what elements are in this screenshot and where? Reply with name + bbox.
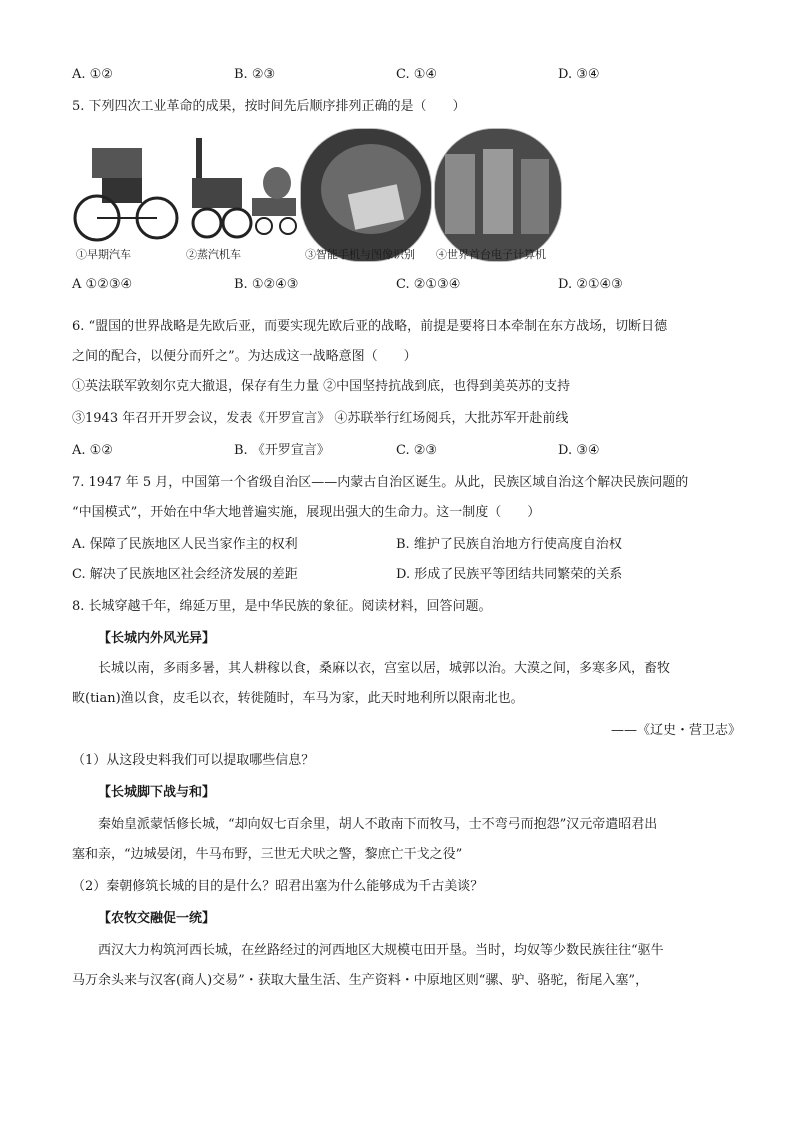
- first-computer-image: [434, 128, 562, 262]
- q5-caption-4: ④世界首台电子计算机: [436, 248, 546, 261]
- q8-section1-source: ——《辽史・营卫志》: [610, 723, 741, 738]
- q5-option-d[interactable]: D. ②①④③: [558, 277, 623, 292]
- q6-option-c[interactable]: C. ②③: [396, 443, 438, 458]
- q8-stem: 8. 长城穿越千年，绵延万里，是中华民族的象征。阅读材料，回答问题。: [72, 599, 492, 614]
- q6-item-line-1: ①英法联军敦刻尔克大撤退，保存有生力量 ②中国坚持抗战到底，也得到美英苏的支持: [72, 379, 571, 394]
- q6-option-b[interactable]: B. 《开罗宣言》: [234, 443, 330, 458]
- q8-section3-para-2: 马万余头来与汉客(商人)交易”・获取大量生活、生产资料・中原地区则“骡、驴、骆驼，衔尾入塞”，: [72, 973, 649, 988]
- q8-section3-para-1: 西汉大力构筑河西长城，在丝路经过的河西地区大规模屯田开垦。当时，均奴等少数民族往往“驱牛: [98, 943, 664, 958]
- q6-option-a[interactable]: A. ①②: [72, 443, 113, 458]
- q5-caption-1: ①早期汽车: [76, 248, 131, 261]
- q7-option-d[interactable]: D. 形成了民族平等团结共同繁荣的关系: [396, 567, 623, 582]
- q5-caption-3: ③智能手机与图像识别: [305, 248, 415, 261]
- q5-stem: 5. 下列四次工业革命的成果，按时间先后顺序排列正确的是（ ）: [72, 99, 466, 114]
- q4-option-a[interactable]: A. ①②: [72, 67, 113, 82]
- q5-option-a[interactable]: A ①②③④: [72, 277, 133, 292]
- q8-sub-question-1: （1）从这段史料我们可以提取哪些信息？: [72, 753, 315, 768]
- q4-option-c[interactable]: C. ①④: [396, 67, 438, 82]
- smartphone-image: [300, 128, 432, 262]
- q4-option-b[interactable]: B. ②③: [234, 67, 276, 82]
- q6-item-line-2: ③1943 年召开开罗会议，发表《开罗宣言》 ④苏联举行红场阅兵，大批苏军开赴前线: [72, 411, 569, 426]
- q8-section3-title: 【农牧交融促一统】: [98, 911, 216, 926]
- q7-stem-line-2: “中国模式”，开始在中华大地普遍实施，展现出强大的生命力。这一制度（ ）: [72, 505, 541, 520]
- q6-stem-line-2: 之间的配合，以便分而歼之”。为达成这一战略意图（ ）: [72, 349, 417, 364]
- q4-option-d[interactable]: D. ③④: [558, 67, 600, 82]
- q5-option-b[interactable]: B. ①②④③: [234, 277, 299, 292]
- q6-stem-line-1: 6. “盟国的世界战略是先欧后亚，而要实现先欧后亚的战略，前提是要将日本牵制在东方战场，切断日德: [72, 319, 668, 334]
- q8-section1-title: 【长城内外风光异】: [98, 631, 216, 646]
- q7-stem-line-1: 7. 1947 年 5 月，中国第一个省级自治区——内蒙古自治区诞生。从此，民族区域自治这个解决民族问题的: [72, 475, 689, 490]
- q5-option-c[interactable]: C. ②①③④: [396, 277, 461, 292]
- q8-section2-para-2: 塞和亲，“边城晏闭，牛马布野，三世无犬吠之警，黎庶亡干戈之役”: [72, 847, 463, 862]
- q8-section2-para-1: 秦始皇派蒙恬修长城，“却向奴七百余里，胡人不敢南下而牧马，士不弯弓而抱怨”汉元帝遣昭君出: [98, 817, 658, 832]
- q7-option-c[interactable]: C. 解决了民族地区社会经济发展的差距: [72, 567, 298, 582]
- q8-sub-question-2: （2）秦朝修筑长城的目的是什么？昭君出塞为什么能够成为千古美谈？: [72, 879, 484, 894]
- q8-section1-para-2: 畋(tian)渔以食，皮毛以衣，转徙随时，车马为家，此天时地利所以限南北也。: [72, 691, 524, 706]
- q8-section2-title: 【长城脚下战与和】: [98, 785, 216, 800]
- early-car-image: [72, 128, 180, 260]
- q7-option-b[interactable]: B. 维护了民族自治地方行使高度自治权: [396, 537, 622, 552]
- steam-locomotive-image: [182, 128, 300, 260]
- q5-caption-2: ②蒸汽机车: [186, 248, 241, 261]
- q8-section1-para-1: 长城以南，多雨多暑，其人耕稼以食，桑麻以衣，宫室以居，城郭以治。大漠之间，多寒多风，畜牧: [98, 661, 671, 676]
- q7-option-a[interactable]: A. 保障了民族地区人民当家作主的权利: [72, 537, 298, 552]
- q6-option-d[interactable]: D. ③④: [558, 443, 600, 458]
